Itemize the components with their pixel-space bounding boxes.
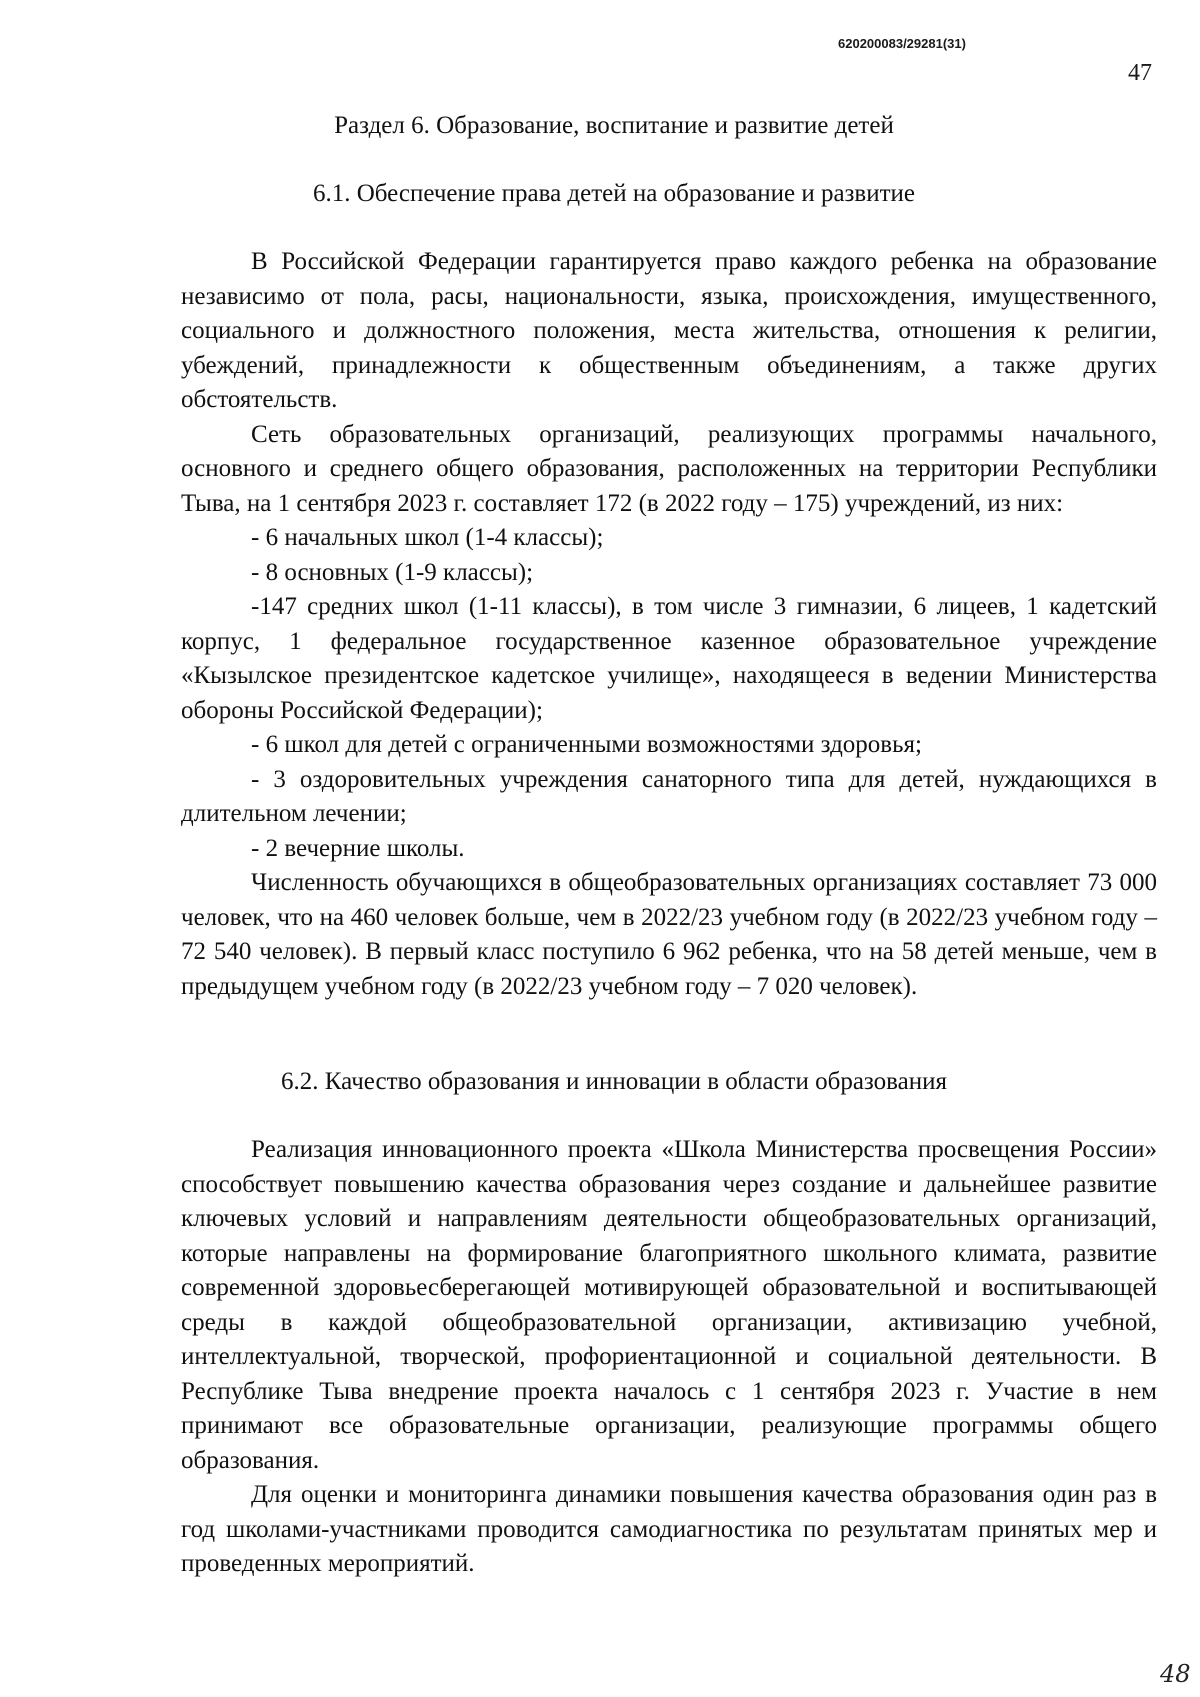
subsection-2-title: 6.2. Качество образования и инновации в области образования xyxy=(281,1068,947,1095)
list-item: -147 средних школ (1-11 классы), в том числе 3 гимназии, 6 лицеев, 1 кадетский корпус, 1 федеральное государственное казенное образовательное учреждение «Кызылское президентское кадетское училище», находящееся в ведении Министерства обороны Российской Федерации); xyxy=(181,593,1157,724)
paragraph: Реализация инновационного проекта «Школа Министерства просвещения России» способствует повышению качества образования через создание и дальнейшее развитие ключевых условий и направлениям деятельности общеобразовательных организаций, которые направлены на формирование благоприятного школьного климата, развитие современной здоровьесберегающей мотивирующей образовательной и воспитывающей среды в каждой общеобразовательной организации, активизацию учебной, интеллектуальной, творческой, профориентационной и социальной деятельности. В Республике Тыва внедрение проекта началось с 1 сентября 2023 г. Участие в нем принимают все образовательные организации, реализующие программы общего образования. xyxy=(181,1136,1157,1474)
handwritten-page-number: 48 xyxy=(1160,1660,1191,1688)
subsection-1-body xyxy=(181,245,1157,1004)
list-item: - 6 начальных школ (1-4 классы); xyxy=(251,524,604,551)
paragraph: В Российской Федерации гарантируется право каждого ребенка на образование независимо от пола, расы, национальности, языка, происхождения, имущественного, социального и должностного положения, места жительства, отношения к религии, убеждений, принадлежности к общественным объединениям, а также других обстоятельств. xyxy=(181,248,1157,413)
list-item: - 8 основных (1-9 классы); xyxy=(251,558,534,586)
page-number: 47 xyxy=(1128,60,1152,86)
section-title: Раздел 6. Образование, воспитание и развитие детей xyxy=(334,112,894,139)
paragraph: Для оценки и мониторинга динамики повышения качества образования один раз в год школами-участниками проводится самодиагностика по результатам принятых мер и проведенных мероприятий. xyxy=(181,1481,1157,1577)
subsection-1-title: 6.1. Обеспечение права детей на образование и развитие xyxy=(312,180,916,207)
list-item: - 3 оздоровительных учреждения санаторного типа для детей, нуждающихся в длительном лечении; xyxy=(181,765,1157,827)
document-id: 620200083/29281(31) xyxy=(838,36,966,51)
list-item: - 2 вечерние школы. xyxy=(251,834,465,862)
paragraph: Сеть образовательных организаций, реализующих программы начального, основного и среднего общего образования, расположенных на территории Республики Тыва, на 1 сентября 2023 г. составляет 172 (в 2022 году – 175) учреждений, из них: xyxy=(181,420,1157,517)
list-item: - 6 школ для детей с ограниченными возможностями здоровья; xyxy=(251,731,922,758)
paragraph: Численность обучающихся в общеобразовательных организациях составляет 73 000 человек, что на 460 человек больше, чем в 2022/23 учебном году (в 2022/23 учебном году – 72 540 человек). В первый класс поступило 6 962 ребенка, что на 58 детей меньше, чем в предыдущем учебном году (в 2022/23 учебном году – 7 020 человек). xyxy=(181,869,1157,1000)
subsection-2-body xyxy=(181,1133,1157,1582)
